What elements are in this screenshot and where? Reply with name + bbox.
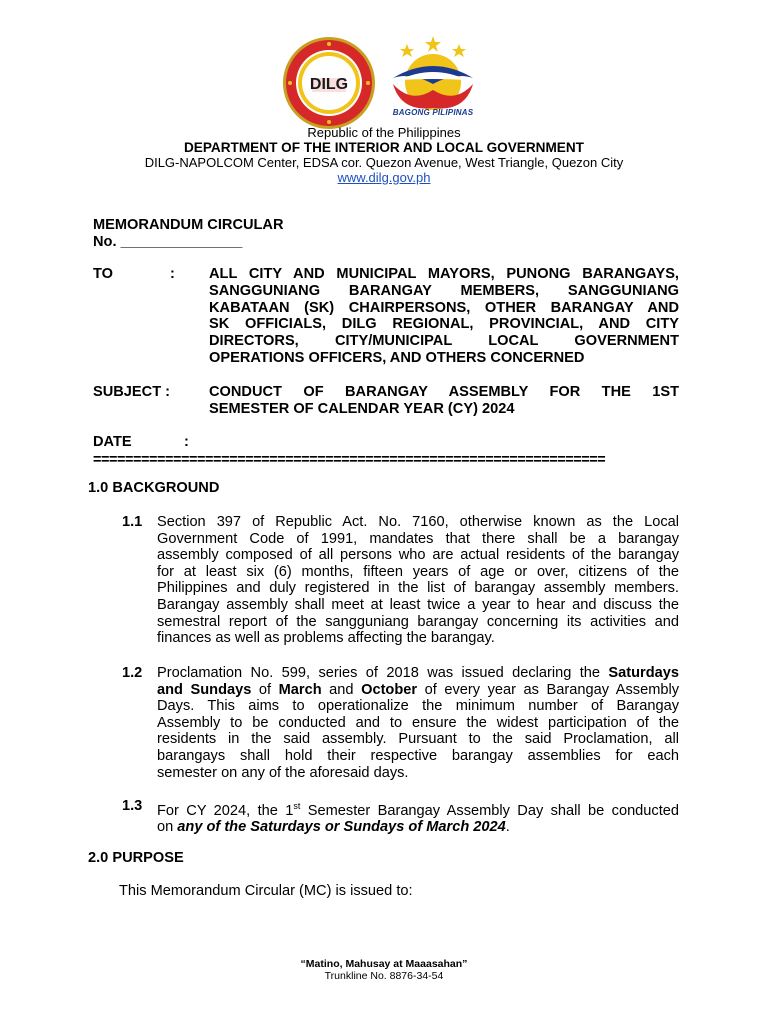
- department-name: DEPARTMENT OF THE INTERIOR AND LOCAL GOVERNMENT: [183, 140, 584, 155]
- p12-line: [157, 665, 679, 682]
- p12-text: and: [321, 681, 362, 698]
- subject-line: CONDUCT OF BARANGAY ASSEMBLY FOR THE 1ST: [209, 384, 679, 400]
- p13-emphasis: any of the Saturdays or Sundays of March 2024: [177, 819, 506, 836]
- p12-bold-october: October: [361, 681, 418, 698]
- memo-heading: [93, 217, 284, 251]
- p11-line: finances as well as problems affecting the barangay.: [157, 630, 495, 647]
- p11-line: Section 397 of Republic Act. No. 7160, otherwise known as the Local: [157, 514, 679, 530]
- subject-label: SUBJECT :: [93, 384, 171, 400]
- to-colon: :: [170, 266, 175, 282]
- section-background-heading: 1.0 BACKGROUND: [88, 480, 220, 496]
- to-line: OPERATIONS OFFICERS, AND OTHERS CONCERNED: [209, 349, 585, 366]
- to-label: TO: [93, 266, 114, 282]
- footer-trunkline: Trunkline No. 8876-34-54: [324, 970, 444, 982]
- section-purpose-heading: 2.0 PURPOSE: [88, 850, 184, 866]
- website-link[interactable]: www.dilg.gov.ph: [337, 170, 431, 185]
- p11-line: assembly composed of all persons who are actual residents of the barangay: [157, 547, 679, 564]
- p11-line: Barangay assembly shall meet at least twice a year to hear and discuss the: [157, 596, 679, 613]
- paragraph-number: 1.1: [122, 514, 143, 530]
- purpose-intro: This Memorandum Circular (MC) is issued to:: [119, 883, 413, 899]
- to-line: SANGGUNIANG BARANGAY MEMBERS, SANGGUNIANG: [209, 282, 679, 299]
- bagong-pilipinas-label: BAGONG PILIPINAS: [392, 108, 474, 117]
- separator-line: ================================================================: [93, 452, 606, 468]
- paragraph-1-1: [157, 514, 679, 647]
- dilg-logo-text: DILG: [309, 76, 349, 93]
- p13-text: For CY 2024, the 1: [157, 802, 294, 819]
- dilg-seal-logo: [282, 36, 376, 130]
- p12-line: barangays shall hold their respective barangay assemblies for each: [157, 747, 679, 764]
- p11-line: Philippines and duly registered in the list of barangay assembly members.: [157, 580, 679, 597]
- paragraph-number: 1.3: [122, 798, 143, 814]
- republic-line: Republic of the Philippines: [307, 125, 461, 140]
- to-line: SK OFFICIALS, DILG REGIONAL, PROVINCIAL, AND CITY: [209, 316, 679, 333]
- date-colon: :: [184, 434, 189, 450]
- to-recipients: [209, 266, 679, 367]
- p11-line: Government Code of 1991, mandates that there shall be a barangay: [157, 530, 679, 547]
- subject-text: [209, 384, 679, 418]
- to-line: ALL CITY AND MUNICIPAL MAYORS, PUNONG BARANGAYS,: [209, 266, 679, 282]
- p12-bold-saturdays: Saturdays: [608, 665, 679, 681]
- to-line: KABATAAN (SK) CHAIRPERSONS, OTHER BARANGAY AND: [209, 299, 679, 316]
- p12-line: residents in the said assembly. Pursuant to the said Proclamation, all: [157, 731, 679, 748]
- p12-text: of: [251, 681, 279, 698]
- p12-line: Assembly to be conducted and to ensure the widest participation of the: [157, 714, 679, 731]
- p13-text: .: [505, 819, 510, 836]
- p13-line: [157, 798, 679, 819]
- paragraph-number: 1.2: [122, 665, 143, 681]
- p12-bold-march: March: [278, 681, 322, 698]
- p11-line: for at least six (6) months, fifteen years of age or over, citizens of the: [157, 563, 679, 580]
- p12-text: Proclamation No. 599, series of 2018 was issued declaring the: [157, 665, 609, 681]
- department-address: DILG-NAPOLCOM Center, EDSA cor. Quezon Avenue, West Triangle, Quezon City: [144, 155, 624, 170]
- memo-number: No. _______________: [93, 234, 243, 250]
- memo-title: MEMORANDUM CIRCULAR: [93, 217, 284, 233]
- p12-text: of every year as Barangay Assembly: [417, 681, 680, 698]
- p12-bold-sundays: and Sundays: [157, 681, 252, 698]
- date-label: DATE: [93, 434, 132, 450]
- p12-line: [157, 682, 679, 699]
- footer-motto: “Matino, Mahusay at Maaasahan”: [300, 958, 468, 970]
- paragraph-1-2: [157, 665, 679, 781]
- subject-line: SEMESTER OF CALENDAR YEAR (CY) 2024: [209, 400, 515, 417]
- p13-line: [157, 819, 679, 836]
- p11-line: semestral report of the sangguniang barangay concerning its activities and: [157, 613, 679, 630]
- paragraph-1-3: [157, 798, 679, 836]
- p12-line: semester on any of the aforesaid days.: [157, 764, 409, 781]
- p13-text: Semester Barangay Assembly Day shall be conducted: [300, 802, 679, 819]
- p13-superscript: st: [293, 801, 301, 811]
- to-line: DIRECTORS, CITY/MUNICIPAL LOCAL GOVERNMENT: [209, 333, 679, 350]
- p12-line: Days. This aims to operationalize the minimum number of Barangay: [157, 698, 679, 715]
- p13-text: on: [157, 819, 178, 836]
